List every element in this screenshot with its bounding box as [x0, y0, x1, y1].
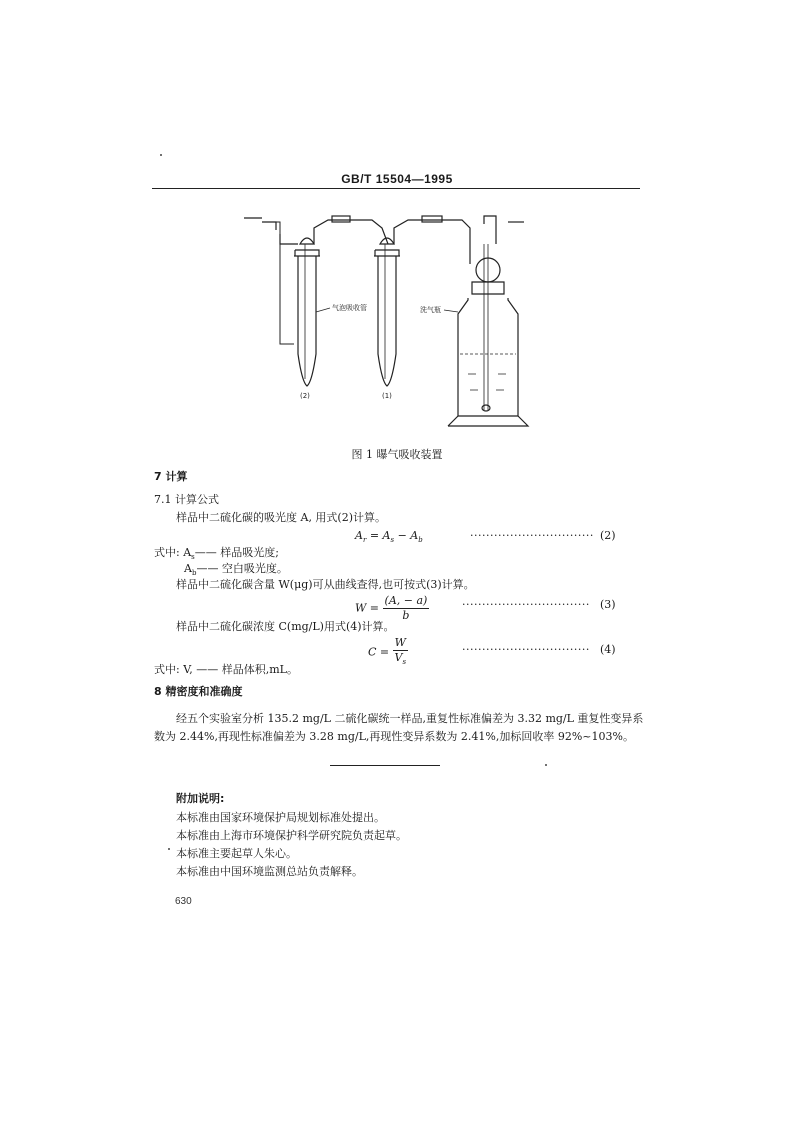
appendix-line: 本标准由国家环境保护局规划标准处提出。 — [176, 811, 385, 824]
appendix-line: 本标准由中国环境监测总站负责解释。 — [176, 865, 363, 878]
section-7-1-heading: 7.1 计算公式 — [154, 493, 219, 506]
equation-3 — [355, 594, 429, 623]
eq3-number: (3) — [600, 598, 616, 611]
end-rule — [330, 765, 440, 766]
eq4-number: (4) — [600, 643, 616, 656]
where1-text: —— 样品吸光度; — [194, 546, 279, 559]
eq4-lhs: C = — [368, 645, 390, 659]
wash-bottle-label: 洗气瓶 — [420, 306, 441, 314]
eq3-denominator: b — [402, 609, 410, 622]
where2-sub: b — [191, 569, 197, 578]
eq4-den-sub: s — [402, 658, 407, 667]
paragraph-absorbance: 样品中二硫化碳的吸光度 A, 用式(2)计算。 — [176, 511, 387, 524]
header-rule — [152, 188, 640, 189]
aeration-apparatus-figure — [232, 204, 542, 436]
eq3-fraction — [383, 594, 430, 623]
where1-lead: 式中: A — [154, 546, 192, 559]
section-7-heading: 7 计算 — [154, 470, 188, 483]
where2-lead: A — [184, 562, 192, 575]
eq2-lhs: A — [355, 529, 363, 542]
eq2-number: (2) — [600, 529, 616, 542]
standard-number-header: GB/T 15504—1995 — [341, 172, 453, 186]
eq3-numerator: (A, − a) — [384, 594, 428, 607]
where2-text: —— 空白吸光度。 — [196, 562, 288, 575]
bubble-tube-label: 气泡吸收管 — [332, 304, 367, 312]
eq2-rhs: = A — [369, 529, 391, 542]
where-vs: 式中: V, —— 样品体积,mL。 — [154, 663, 298, 676]
eq2-lhs-sub: r — [362, 536, 367, 545]
eq4-fraction — [393, 636, 408, 669]
tube-2-label: (2) — [300, 392, 310, 400]
appendix-line: 本标准由上海市环境保护科学研究院负责起草。 — [176, 829, 407, 842]
equation-4 — [368, 636, 408, 669]
eq4-denominator — [393, 651, 408, 669]
precision-line-1: 经五个实验室分析 135.2 mg/L 二硫化碳统一样品,重复性标准偏差为 3.32 mg/L 重复性变异系 — [176, 712, 644, 725]
paragraph-content: 样品中二硫化碳含量 W(μg)可从曲线查得,也可按式(3)计算。 — [176, 578, 475, 591]
scan-speck — [168, 848, 170, 850]
paragraph-concentration: 样品中二硫化碳浓度 C(mg/L)用式(4)计算。 — [176, 620, 395, 633]
eq2-rhs-sub2: b — [418, 536, 423, 545]
eq2-rhs-sub1: s — [390, 536, 395, 545]
eq2-leader-dots: ······························· — [470, 529, 594, 542]
precision-line-2: 数为 2.44%,再现性标准偏差为 3.28 mg/L,再现性变异系数为 2.41%,加标回收率 92%~103%。 — [154, 730, 634, 743]
appendix-title: 附加说明: — [176, 792, 225, 805]
scan-speck — [545, 764, 547, 766]
section-8-heading: 8 精密度和准确度 — [154, 685, 243, 698]
page-number: 630 — [175, 896, 192, 907]
scan-speck — [160, 154, 162, 156]
eq4-den-v: V — [394, 651, 403, 664]
eq3-leader-dots: ································ — [462, 598, 590, 611]
eq2-minus: − A — [394, 529, 419, 542]
eq3-lhs: W = — [355, 601, 380, 615]
appendix-line: 本标准主要起草人朱心。 — [176, 847, 297, 860]
figure-caption: 图 1 曝气吸收装置 — [351, 448, 443, 461]
tube-1-label: (1) — [382, 392, 392, 400]
eq4-numerator: W — [394, 636, 406, 649]
where1-sub: s — [191, 553, 195, 562]
eq4-leader-dots: ································ — [462, 643, 590, 656]
equation-2 — [355, 529, 423, 547]
